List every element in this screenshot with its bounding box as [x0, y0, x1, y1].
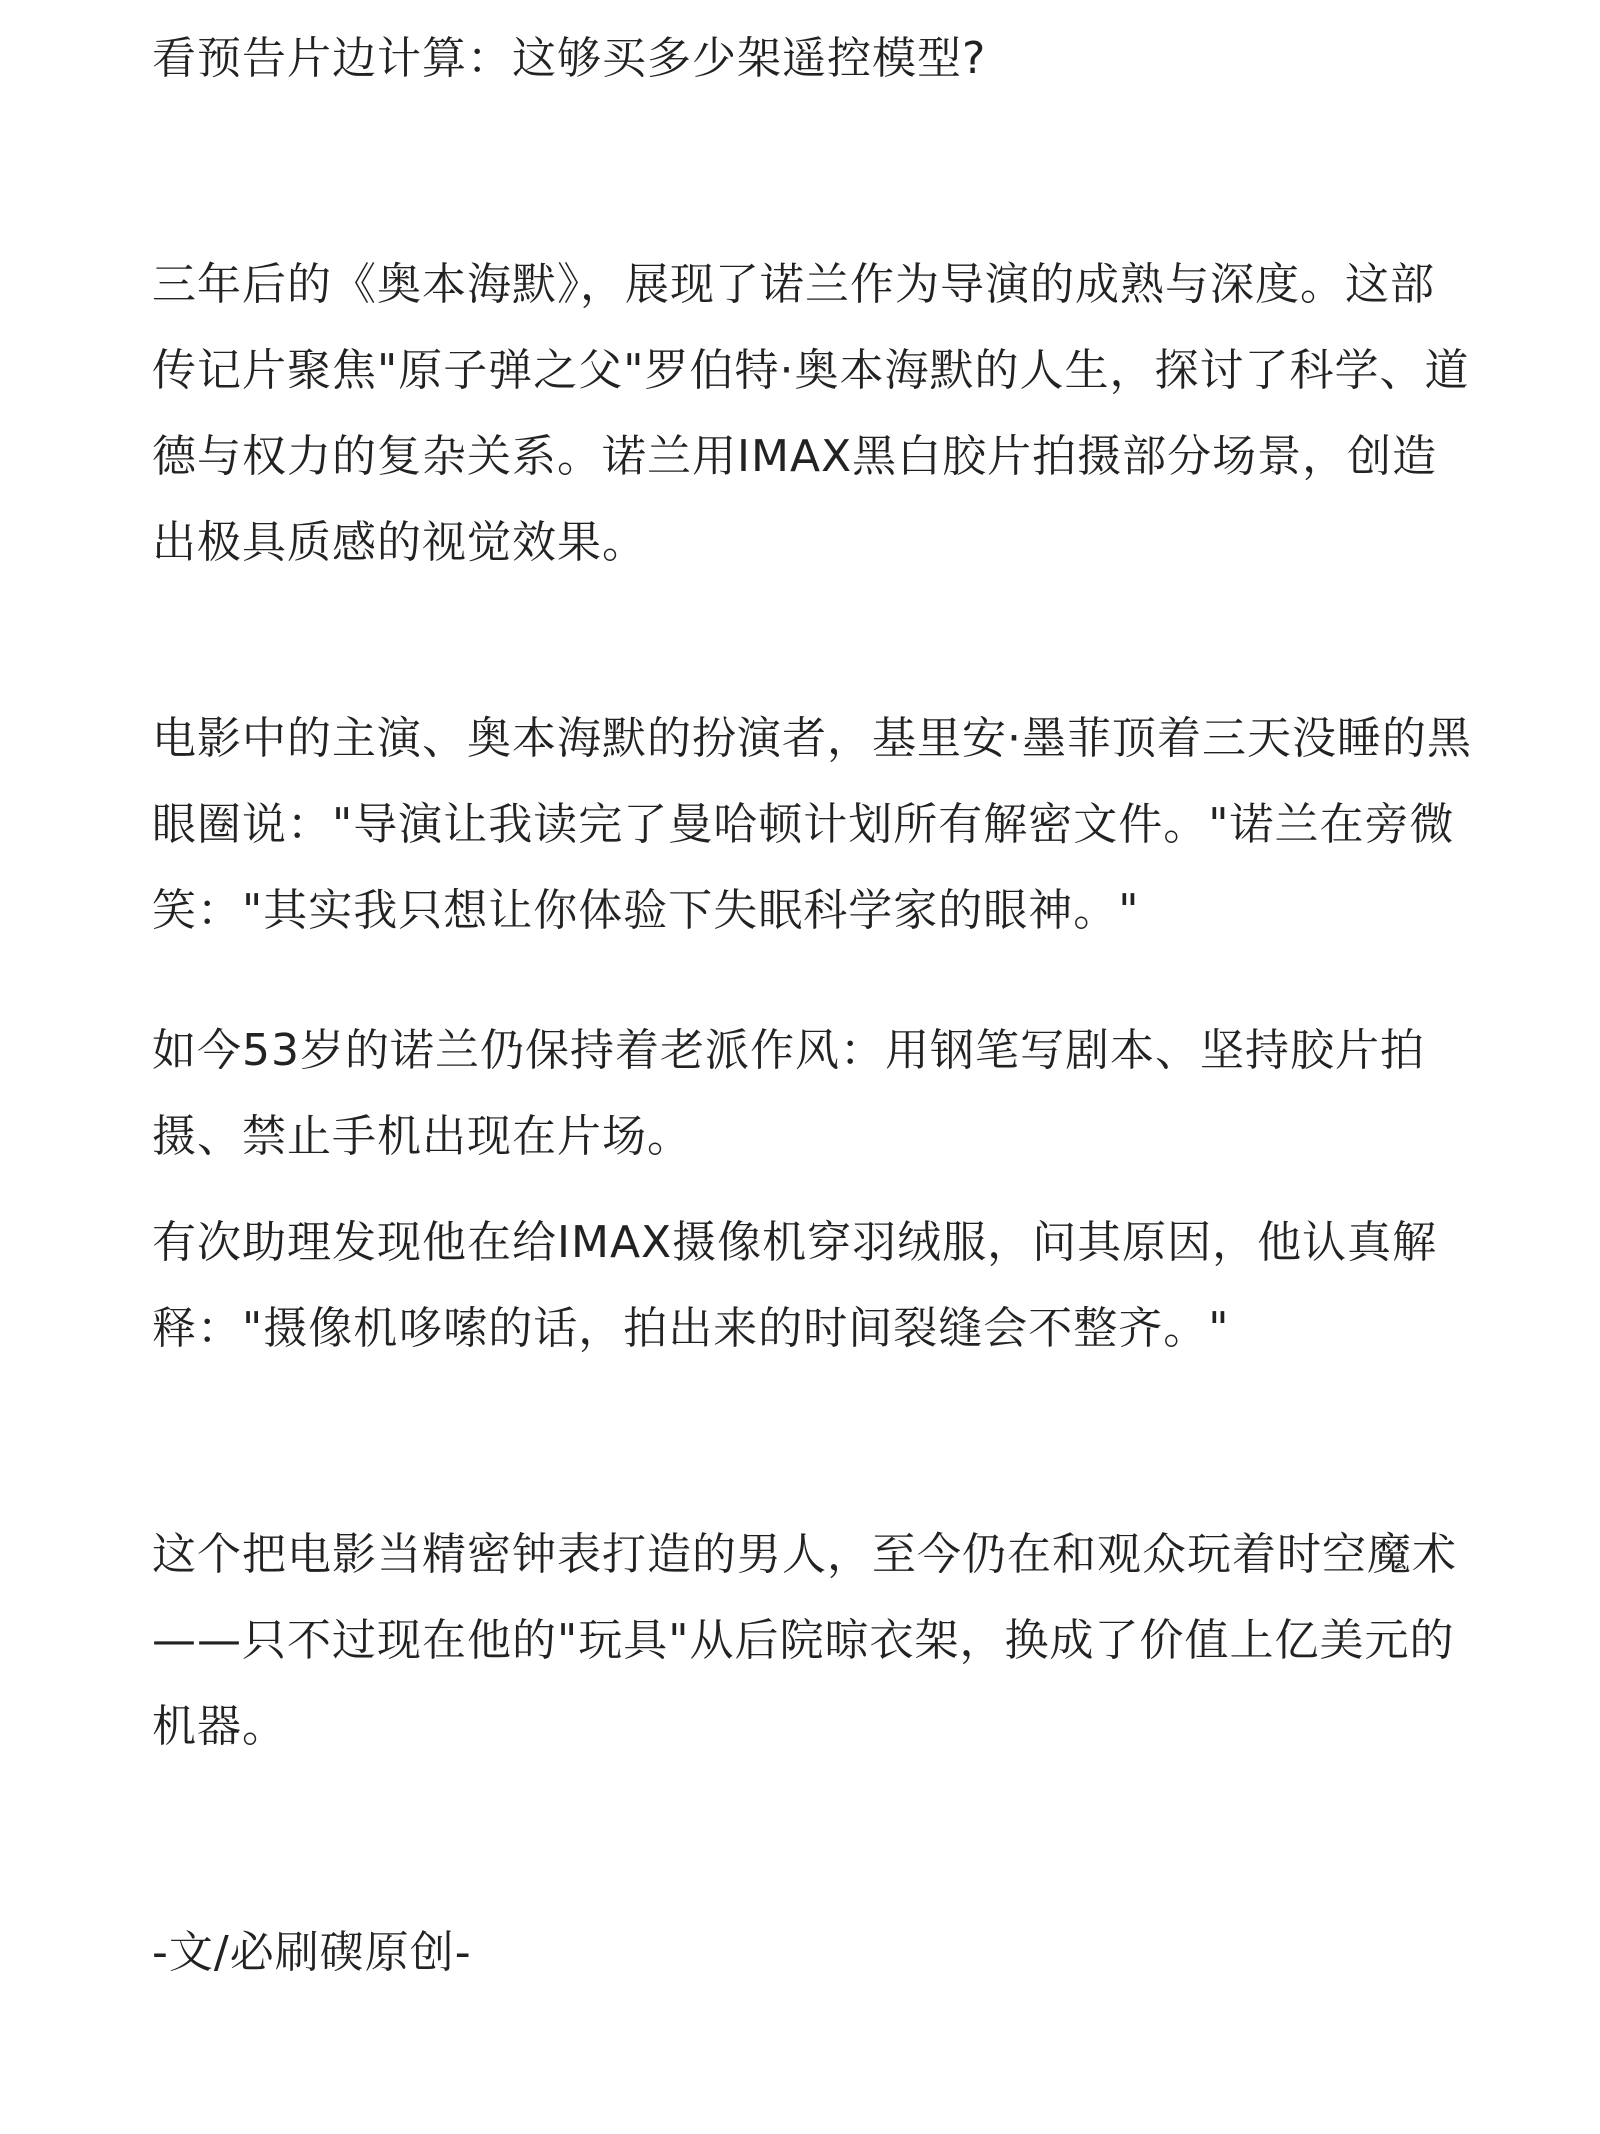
author-signature: -文/必刷碶原创-: [152, 1927, 472, 1978]
paragraph-imax-down-jacket: 有次助理发现他在给IMAX摄像机穿羽绒服，问其原因，他认真解释："摄像机哆嗦的话，拍出来的时间裂缝会不整齐。": [152, 1217, 1438, 1354]
paragraph-closing: 这个把电影当精密钟表打造的男人，至今仍在和观众玩着时空魔术——只不过现在他的"玩具"从后院晾衣架，换成了价值上亿美元的机器。: [152, 1529, 1457, 1752]
paragraph-old-school-style: 如今53岁的诺兰仍保持着老派作风：用钢笔写剧本、坚持胶片拍摄、禁止手机出现在片场。: [152, 1025, 1425, 1162]
paragraph-trailer: 看预告片边计算：这够买多少架遥控模型?: [152, 33, 987, 84]
paragraph-cillian-murphy: 电影中的主演、奥本海默的扮演者，基里安·墨菲顶着三天没睡的黑眼圈说："导演让我读完了曼哈顿计划所有解密文件。"诺兰在旁微笑："其实我只想让你体验下失眠科学家的眼神。": [152, 713, 1472, 936]
paragraph-oppenheimer: 三年后的《奥本海默》，展现了诺兰作为导演的成熟与深度。这部传记片聚焦"原子弹之父"罗伯特·奥本海默的人生，探讨了科学、道德与权力的复杂关系。诺兰用IMAX黑白胶片拍摄部分场景，创造出极具质感的视觉效果。: [152, 259, 1470, 568]
